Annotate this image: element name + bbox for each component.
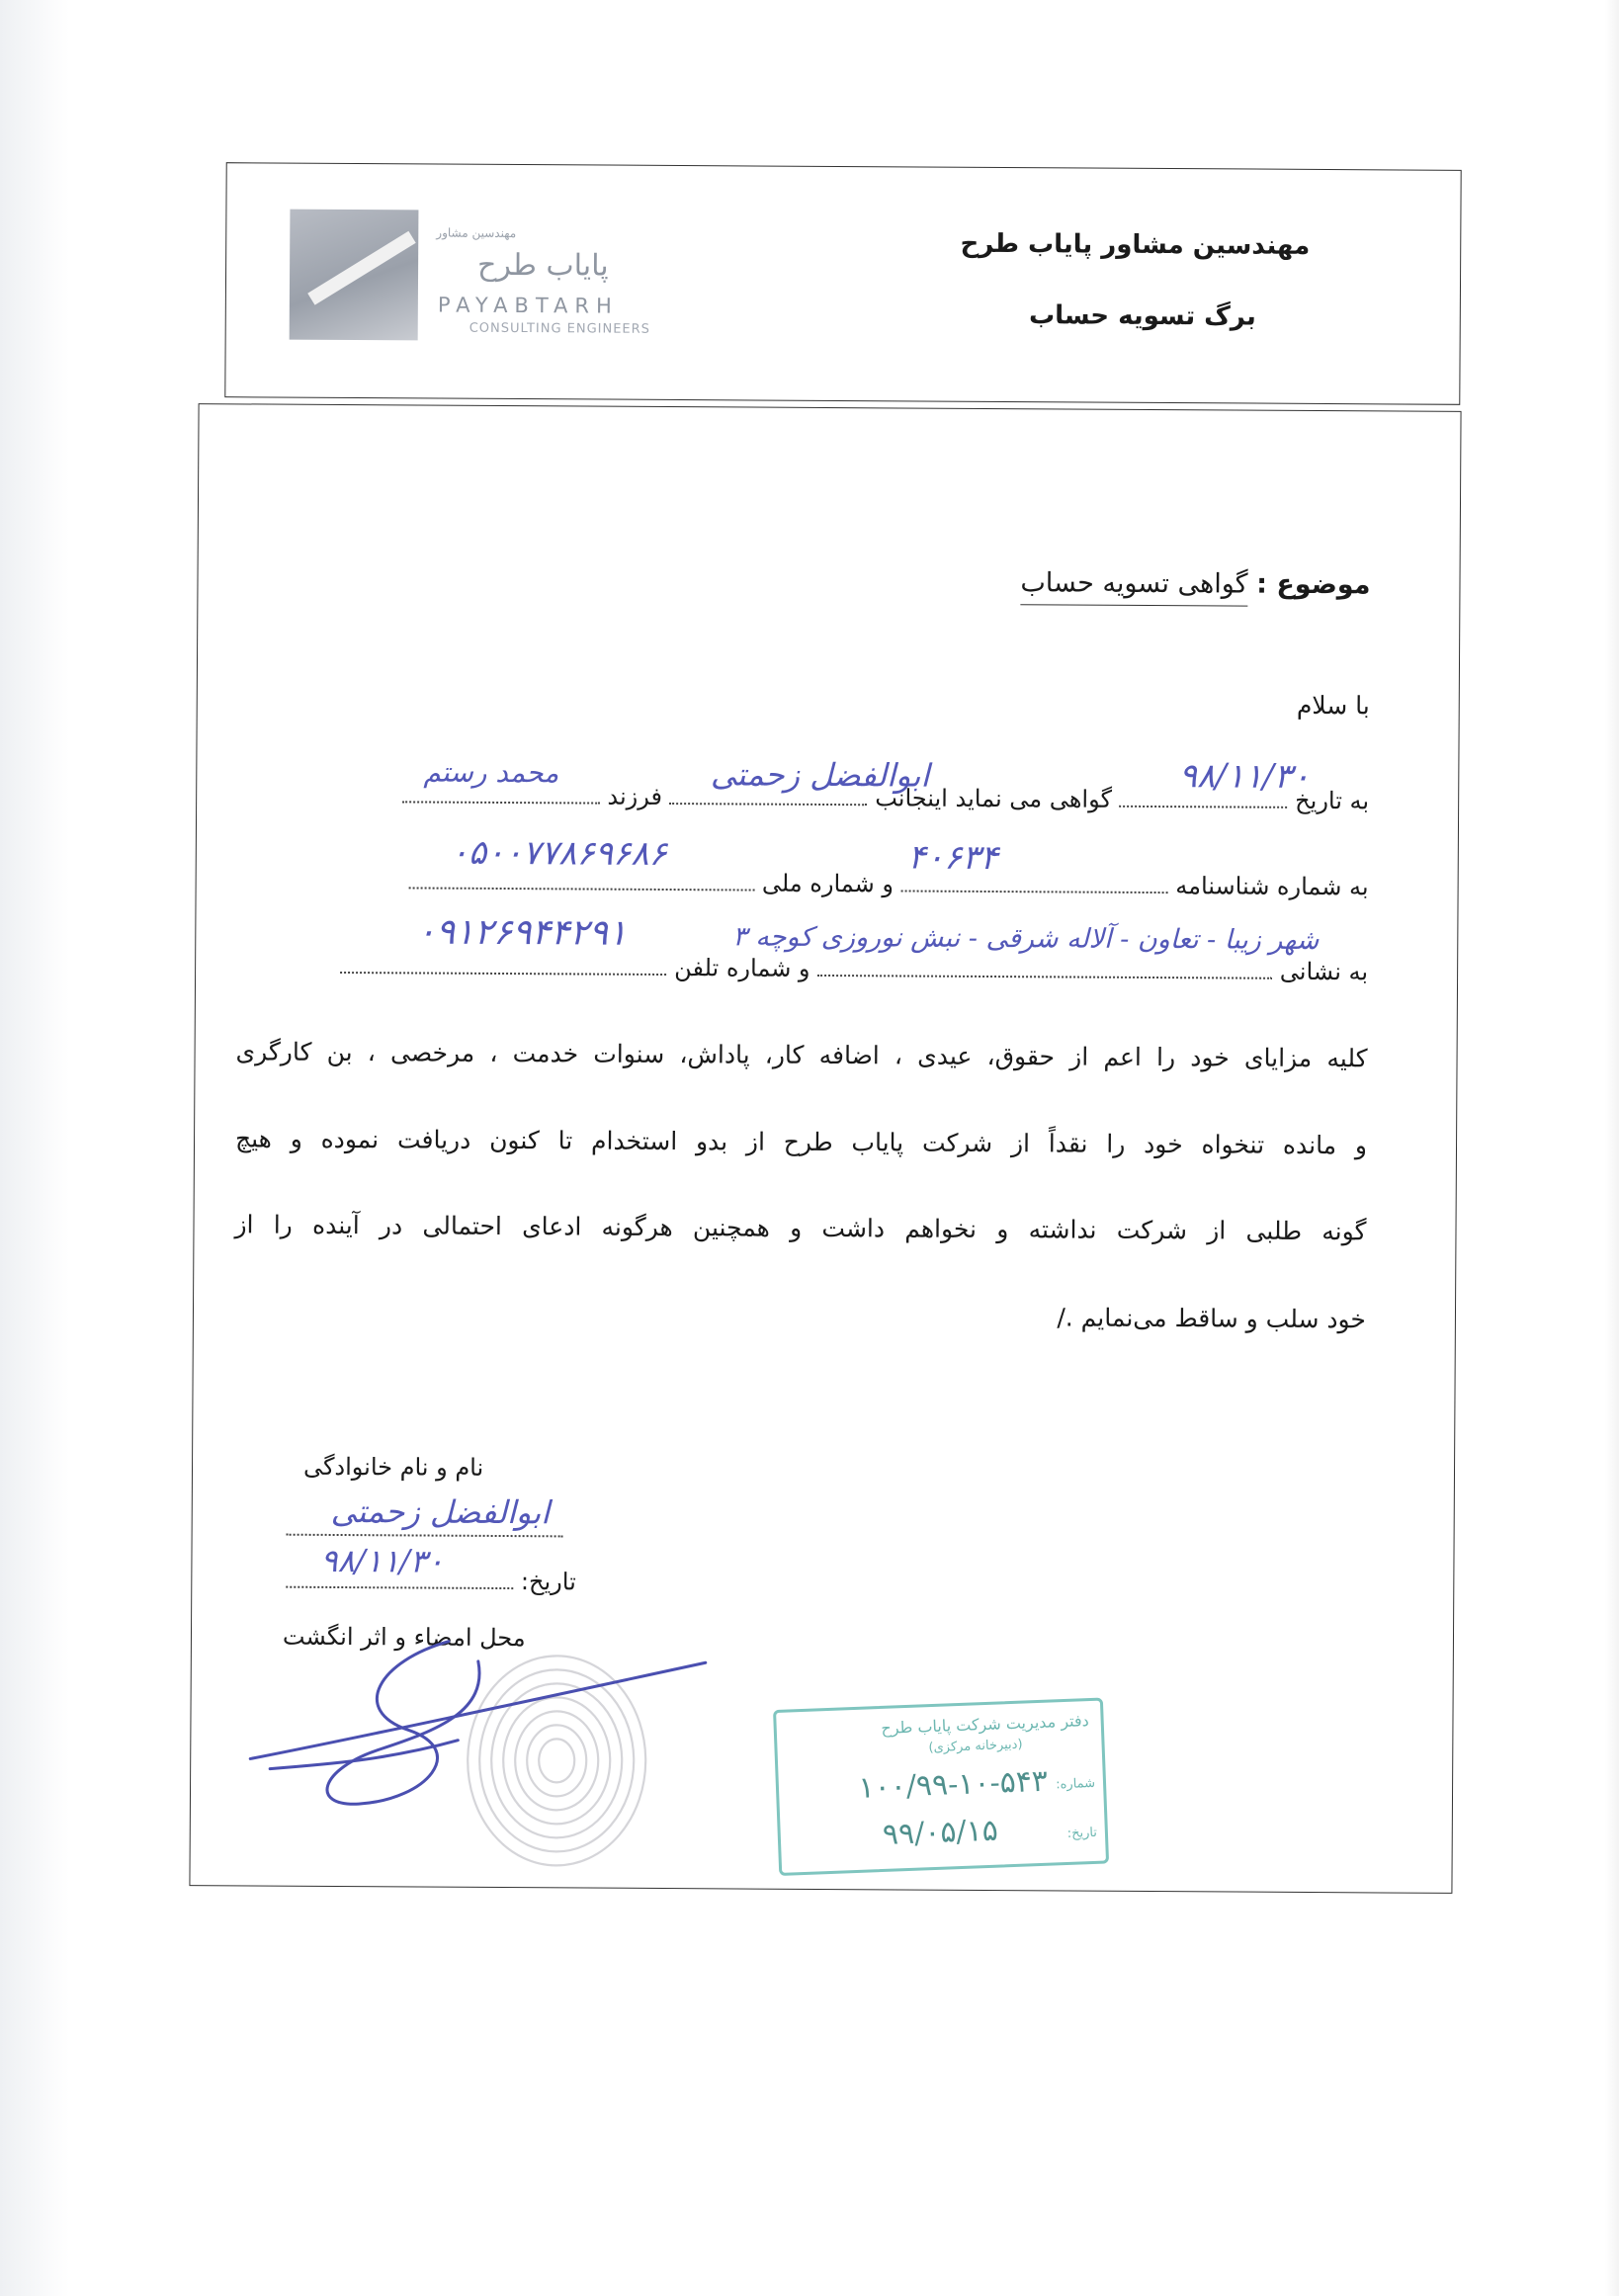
handwritten-father-name: محمد رستم (423, 755, 559, 790)
national-id-blank (408, 875, 754, 891)
office-stamp (773, 1698, 1109, 1876)
address-label: به نشانی (1279, 957, 1369, 986)
letterhead-box (224, 162, 1461, 405)
sign-label: محل امضاء و اثر انگشت (282, 1622, 526, 1653)
paragraph-line-4: خود سلب و ساقط می‌نمایم ./ (1057, 1303, 1367, 1334)
company-name: مهندسین مشاور پایاب طرح (960, 228, 1311, 261)
subject-line (1020, 567, 1370, 600)
handwritten-id-number: ۴۰۶۳۴ (907, 837, 998, 879)
father-blank (402, 789, 600, 804)
paragraph-line-2: و مانده تنخواه خود را نقداً از شرکت پایاب طرح از بدو استخدام تا کنون دریافت نموده و هیچ (234, 1124, 1368, 1160)
greeting: با سلام (1296, 690, 1370, 721)
logo-small-text: مهندسین مشاور (436, 225, 517, 240)
stamp-title: دفتر مدیریت شرکت پایاب طرح (881, 1711, 1089, 1738)
id-label: به شماره شناسنامه (1175, 872, 1369, 901)
handwritten-signature (230, 1620, 745, 1821)
handwritten-name: ابوالفضل زحمتی (710, 755, 930, 795)
letter-body-box (189, 403, 1461, 1894)
phone-label: و شماره تلفن (674, 954, 810, 982)
handwritten-date: ۹۸/۱۱/۳۰ (1178, 756, 1311, 797)
id-blank (901, 878, 1168, 893)
handwritten-signer-name: ابوالفضل زحمتی (330, 1491, 551, 1532)
subject-label: موضوع : (1256, 568, 1371, 601)
handwritten-phone: ۰۹۱۲۶۹۴۴۲۹۱ (416, 911, 628, 954)
stamp-date-label: تاریخ: (1066, 1825, 1098, 1841)
stamp-number: ۱۰۰/۹۹-۱۰-۵۴۳ (857, 1763, 1049, 1806)
form-title: برگ تسویه حساب (1028, 300, 1256, 332)
stamp-date: ۹۹/۰۵/۱۵ (882, 1813, 999, 1852)
paragraph-line-3: گونه طلبی از شرکت نداشته و نخواهم داشت و همچنین هرگونه ادعای احتمالی در آینده را از (234, 1210, 1367, 1246)
signature-date-label: تاریخ: (520, 1568, 576, 1596)
certify-text: گواهی می نماید اینجانب (875, 784, 1113, 813)
company-logo (290, 210, 706, 357)
logo-english-name: PAYABTARH (437, 293, 619, 318)
address-blank (817, 963, 1272, 979)
logo-emblem (290, 210, 419, 341)
stamp-number-label: شماره: (1055, 1775, 1096, 1793)
handwritten-national-id: ۰۵۰۰۷۷۸۶۹۶۸۶ (450, 832, 667, 875)
logo-persian-name: پایاب طرح (477, 247, 609, 284)
handwritten-signature-date: ۹۸/۱۱/۳۰ (320, 1541, 445, 1580)
paragraph-line-1: کلیه مزایای خود را اعم از حقوق، عیدی ، اضافه کار، پاداش، سنوات خدمت ، مرخصی ، بن کارگری (235, 1037, 1368, 1073)
stamp-subtitle: (دبیرخانه مرکزی) (928, 1737, 1023, 1756)
name-label: نام و نام خانوادگی (302, 1452, 484, 1482)
date-label: به تاریخ (1295, 786, 1370, 815)
logo-subtitle: CONSULTING ENGINEERS (469, 320, 651, 337)
father-label: فرزند (607, 782, 663, 810)
handwritten-address: شهر زیبا - تعاون - آلاله شرقی - نبش نوروزی کوچه ۳ (732, 921, 1320, 957)
subject-value: گواهی تسویه حساب (1020, 567, 1247, 606)
national-id-label: و شماره ملی (761, 869, 895, 898)
phone-blank (341, 960, 667, 976)
form-line-address (341, 952, 1369, 985)
